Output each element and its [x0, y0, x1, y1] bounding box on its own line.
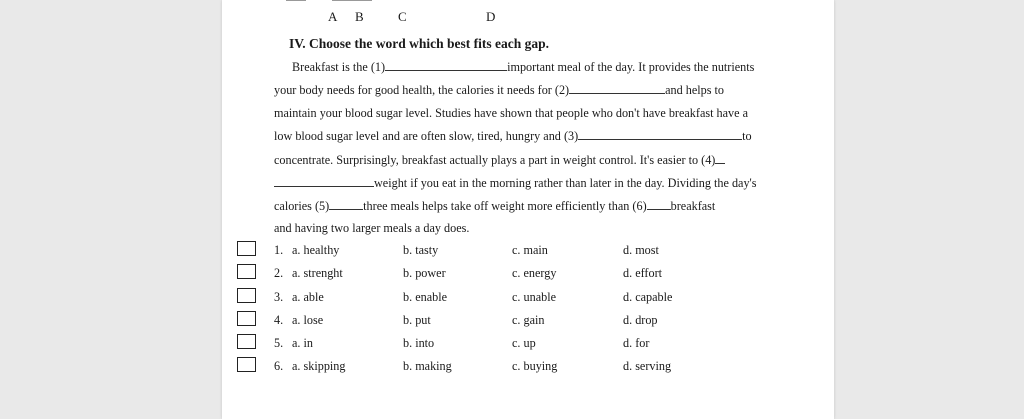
passage-text: weight if you eat in the morning rather than later in the day. Dividing the day's	[374, 176, 757, 190]
gap-6-blank[interactable]	[647, 198, 671, 210]
option-d: d. serving	[623, 359, 672, 373]
passage-line-2	[274, 82, 724, 97]
header-letter-c: C	[398, 9, 407, 24]
option-c: c. up	[512, 336, 536, 350]
passage-text: three meals helps take off weight more efficiently than (6)	[363, 199, 647, 213]
passage-text: and helps to	[665, 83, 725, 97]
question-number: 2.	[274, 266, 284, 280]
question-number: 3.	[274, 290, 284, 304]
option-c: c. buying	[512, 359, 558, 373]
passage-line-7	[274, 198, 715, 213]
option-b: b. enable	[403, 290, 447, 304]
passage-line-1	[292, 59, 754, 74]
passage-line-3	[274, 106, 748, 120]
option-a: a. healthy	[292, 243, 340, 257]
answer-checkbox-6[interactable]	[237, 357, 256, 372]
option-d: d. capable	[623, 290, 673, 304]
option-d: d. drop	[623, 313, 658, 327]
passage-text: Breakfast is the (1)	[292, 60, 386, 74]
option-a: a. skipping	[292, 359, 346, 373]
option-d: d. effort	[623, 266, 663, 280]
passage-text: low blood sugar level and are often slow, tired, hungry and (3)	[274, 129, 579, 143]
answer-checkbox-5[interactable]	[237, 334, 256, 349]
question-number: 4.	[274, 313, 284, 327]
passage-line-4	[274, 128, 752, 143]
option-b: b. power	[403, 266, 446, 280]
option-a: a. strenght	[292, 266, 343, 280]
option-a: a. in	[292, 336, 313, 350]
gap-4-blank[interactable]	[274, 175, 374, 187]
gap-2-blank[interactable]	[569, 82, 665, 94]
top-rule-right	[332, 0, 372, 1]
passage-text: concentrate. Surprisingly, breakfast actually plays a part in weight control. It's easier to (4)	[274, 153, 716, 167]
answer-checkbox-1[interactable]	[237, 241, 256, 256]
answer-checkbox-2[interactable]	[237, 264, 256, 279]
gap-1-blank[interactable]	[385, 59, 507, 71]
passage-line-6	[274, 175, 757, 190]
option-d: d. for	[623, 336, 650, 350]
passage-text: and having two larger meals a day does.	[274, 221, 470, 235]
gap-4-blank-start[interactable]	[715, 152, 725, 164]
passage-text: breakfast	[670, 199, 716, 213]
passage-line-8	[274, 221, 469, 235]
top-rule-left	[286, 0, 306, 1]
option-b: b. into	[403, 336, 435, 350]
passage-line-5	[274, 152, 725, 167]
gap-3-blank[interactable]	[578, 128, 742, 140]
option-c: c. gain	[512, 313, 545, 327]
option-b: b. put	[403, 313, 431, 327]
option-b: b. tasty	[403, 243, 439, 257]
header-letter-b: B	[355, 9, 364, 24]
option-b: b. making	[403, 359, 452, 373]
passage-text: maintain your blood sugar level. Studies have shown that people who don't have breakfast have a	[274, 106, 748, 120]
question-number: 1.	[274, 243, 284, 257]
question-number: 6.	[274, 359, 284, 373]
option-d: d. most	[623, 243, 659, 257]
option-c: c. main	[512, 243, 548, 257]
option-a: a. lose	[292, 313, 324, 327]
passage-text: important meal of the day. It provides the nutrients	[507, 60, 755, 74]
option-a: a. able	[292, 290, 324, 304]
header-letter-a: A	[328, 9, 338, 24]
passage-text: calories (5)	[274, 199, 330, 213]
option-c: c. energy	[512, 266, 557, 280]
section-title: IV. Choose the word which best fits each gap.	[289, 36, 550, 51]
answer-checkbox-4[interactable]	[237, 311, 256, 326]
header-letter-d: D	[486, 9, 496, 24]
passage-text: to	[742, 129, 752, 143]
passage-text: your body needs for good health, the calories it needs for (2)	[274, 83, 570, 97]
option-c: c. unable	[512, 290, 556, 304]
question-number: 5.	[274, 336, 284, 350]
answer-checkbox-3[interactable]	[237, 288, 256, 303]
gap-5-blank[interactable]	[329, 198, 363, 210]
